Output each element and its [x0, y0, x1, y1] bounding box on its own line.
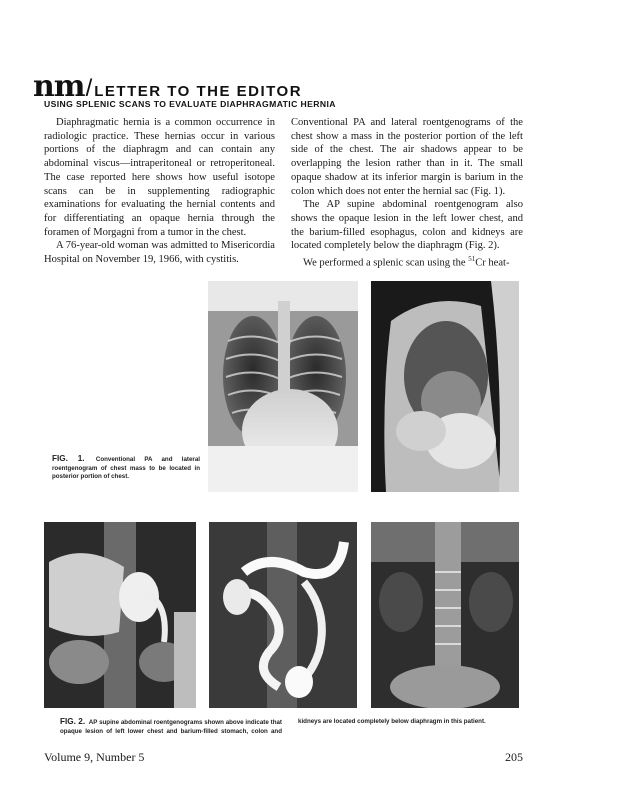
figure1-label: FIG. 1.	[52, 454, 85, 463]
isotope-superscript: 51	[468, 255, 476, 264]
text-column-left	[44, 116, 275, 267]
text-column-right	[291, 116, 523, 270]
journal-logo: nm	[33, 69, 85, 104]
volume-number: Volume 9, Number 5	[44, 750, 145, 764]
page-number: 205	[505, 750, 523, 764]
paragraph-text: We performed a splenic scan using the	[303, 257, 469, 269]
paragraph: Diaphragmatic hernia is a common occurrence in radiologic practice. These hernias occur in various portions of the diaphragm and can contain any abdominal viscus—intraperitoneal or retroperitoneal. The case reported here shows how useful isotope scans can be in supplementing radiographic examinations for evaluating the hernial contents and for differentiating an opaque hernia through the foramen of Morgagni from a tumor in the chest.	[44, 117, 275, 238]
figure2-caption-text: AP supine abdominal roentgenograms shown above indicate that opaque lesion of left lower chest and barium-filled stomach, colon and kidneys are located completely below diaphragm in this patient.	[60, 718, 486, 735]
lateral-chest-xray-image	[371, 281, 519, 492]
figure2-label: FIG. 2.	[60, 717, 86, 726]
figure1-caption	[52, 455, 200, 482]
paragraph: A 76-year-old woman was admitted to Misericordia Hospital on November 19, 1966, with cystitis.	[44, 240, 275, 266]
figure1-caption-text: Conventional PA and lateral roentgenogram of chest mass to be located in posterior portion of chest.	[52, 456, 200, 481]
article-title: USING SPLENIC SCANS TO EVALUATE DIAPHRAGMATIC HERNIA	[44, 99, 336, 109]
paragraph-text: Cr heat-	[475, 257, 510, 269]
abdominal-xray-image-3	[371, 522, 519, 708]
paragraph	[291, 253, 523, 270]
figure2-caption	[60, 718, 520, 737]
section-label: LETTER TO THE EDITOR	[94, 83, 303, 100]
header-slash: /	[85, 75, 93, 102]
paragraph: The AP supine abdominal roentgenogram also shows the opaque lesion in the left lower chest, and the barium-filled esophagus, colon and kidneys are located completely below the diaphragm (Fig. 2).	[291, 199, 523, 252]
abdominal-xray-image-1	[44, 522, 196, 708]
pa-chest-xray-image	[208, 281, 358, 492]
abdominal-xray-image-2	[209, 522, 357, 708]
paragraph: Conventional PA and lateral roentgenograms of the chest show a mass in the posterior portion of the left side of the chest. The air shadows appear to be overlapping the lesion rather than in it. The small opaque shadow at its inferior margin is barium in the colon which does not enter the hernial sac (Fig. 1).	[291, 117, 523, 197]
